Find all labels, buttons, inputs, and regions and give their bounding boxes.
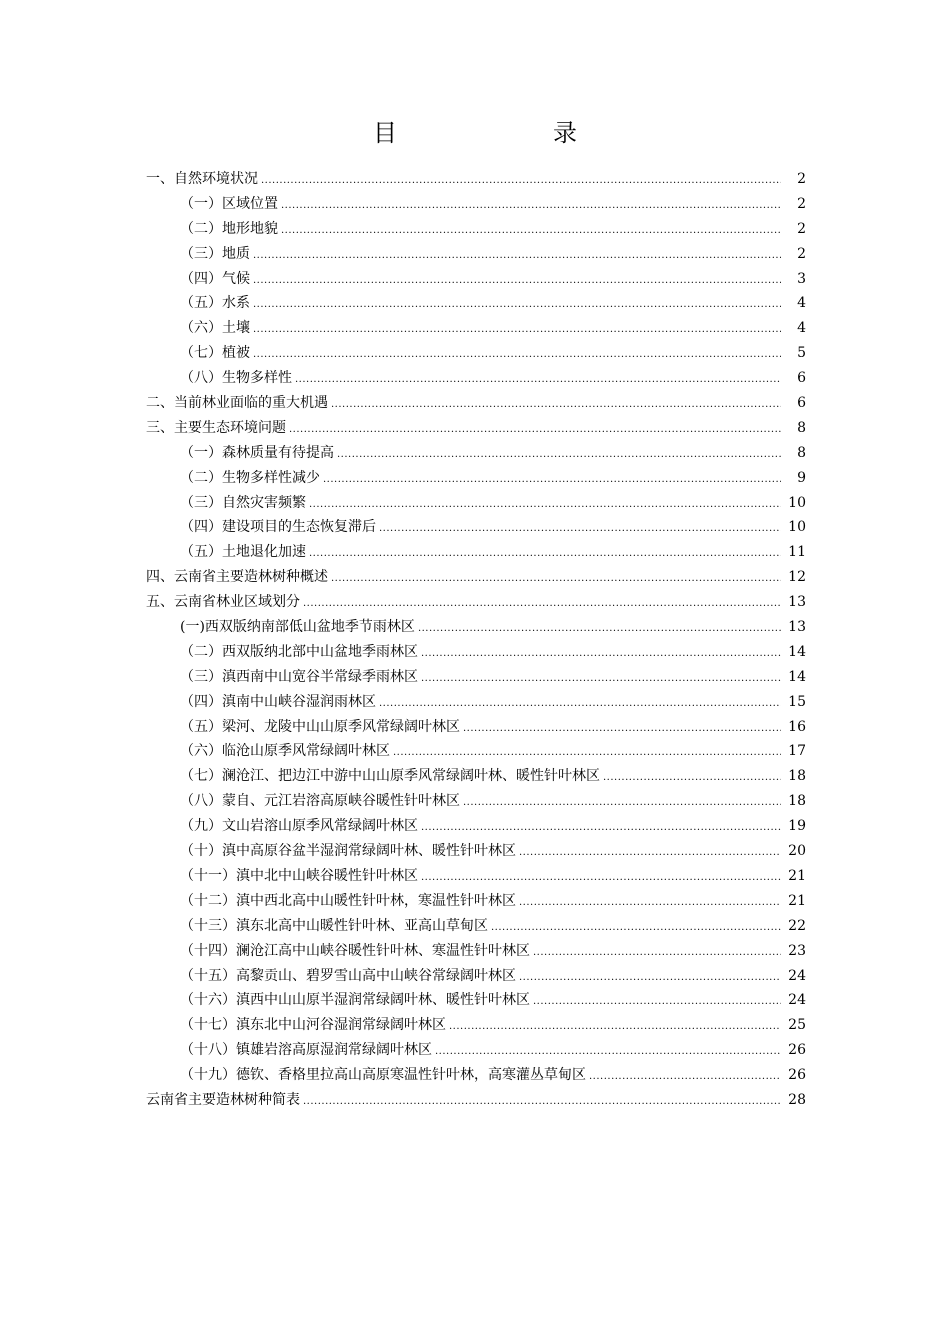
toc-entry-title: 四、云南省主要造林树种概述 (146, 569, 328, 586)
dot-leader (331, 567, 781, 592)
dot-leader (309, 542, 781, 567)
toc-entry-title: （五）水系 (180, 295, 250, 312)
dot-leader (253, 269, 781, 294)
toc-entry[interactable] (146, 242, 806, 267)
toc-entry-page-number: 15 (788, 693, 806, 710)
toc-entry[interactable] (146, 540, 806, 565)
dot-leader (337, 443, 781, 468)
dot-leader (295, 368, 781, 393)
dot-leader (533, 941, 781, 966)
toc-entry-page-number: 19 (788, 818, 806, 835)
toc-entry[interactable] (146, 565, 806, 590)
toc-entry-title: （八）生物多样性 (180, 370, 292, 387)
toc-entry-page-number: 2 (797, 195, 806, 212)
dot-leader (393, 741, 781, 766)
toc-entry-page-number: 18 (788, 793, 806, 810)
dot-leader (253, 293, 781, 318)
toc-entry[interactable] (146, 715, 806, 740)
toc-entry-page-number: 2 (797, 245, 806, 262)
toc-entry-page-number: 11 (788, 544, 806, 561)
dot-leader (261, 169, 781, 194)
toc-entry-page-number: 9 (797, 469, 806, 486)
dot-leader (435, 1040, 781, 1065)
dot-leader (289, 418, 781, 443)
toc-entry[interactable] (146, 491, 806, 516)
toc-entry[interactable] (146, 939, 806, 964)
toc-entry-title: （二）地形地貌 (180, 220, 278, 237)
toc-entry-page-number: 20 (788, 843, 806, 860)
toc-entry-page-number: 18 (788, 768, 806, 785)
toc-entry-title: 三、主要生态环境问题 (146, 419, 286, 436)
toc-entry[interactable] (146, 988, 806, 1013)
toc-entry[interactable] (146, 1063, 806, 1088)
dot-leader (421, 816, 781, 841)
toc-entry-title: （十五）高黎贡山、碧罗雪山高中山峡谷常绿阔叶林区 (180, 967, 516, 984)
toc-entry-title: （二）生物多样性减少 (180, 469, 320, 486)
toc-entry-page-number: 3 (797, 270, 806, 287)
toc-entry[interactable] (146, 739, 806, 764)
toc-entry-title: （六）土壤 (180, 320, 250, 337)
toc-entry-title: （一）森林质量有待提高 (180, 444, 334, 461)
toc-entry-title: 五、云南省林业区域划分 (146, 594, 300, 611)
toc-entry-page-number: 26 (788, 1042, 806, 1059)
dot-leader (418, 617, 781, 642)
toc-entry-title: （七）植被 (180, 345, 250, 362)
toc-entry-title: （二）西双版纳北部中山盆地季雨林区 (180, 643, 418, 660)
toc-entry-title: 一、自然环境状况 (146, 171, 258, 187)
dot-leader (421, 866, 781, 891)
toc-entry-page-number: 16 (788, 718, 806, 735)
toc-entry[interactable] (146, 217, 806, 242)
toc-entry-page-number: 28 (788, 1091, 806, 1108)
toc-entry[interactable] (146, 590, 806, 615)
toc-entry[interactable] (146, 864, 806, 889)
dot-leader (303, 1090, 781, 1115)
toc-entry[interactable] (146, 764, 806, 789)
dot-leader (379, 692, 781, 717)
toc-entry[interactable] (146, 316, 806, 341)
toc-entry-page-number: 25 (788, 1017, 806, 1034)
toc-entry-title: （十七）滇东北中山河谷湿润常绿阔叶林区 (180, 1017, 446, 1034)
toc-entry[interactable] (146, 267, 806, 292)
dot-leader (281, 219, 781, 244)
toc-entry-page-number: 26 (788, 1067, 806, 1084)
toc-entry[interactable] (146, 1013, 806, 1038)
toc-entry[interactable] (146, 665, 806, 690)
dot-leader (519, 891, 781, 916)
dot-leader (331, 393, 781, 418)
toc-entry-title: （三）滇西南中山宽谷半常绿季雨林区 (180, 668, 418, 685)
toc-entry-title: (一)西双版纳南部低山盆地季节雨林区 (180, 619, 415, 636)
toc-entry-title: （三）地质 (180, 245, 250, 262)
toc-entry[interactable] (146, 814, 806, 839)
toc-entry-title: （十八）镇雄岩溶高原湿润常绿阔叶林区 (180, 1042, 432, 1059)
dot-leader (379, 517, 781, 542)
dot-leader (463, 791, 781, 816)
toc-entry[interactable] (146, 914, 806, 939)
toc-entry-page-number: 10 (788, 519, 806, 536)
toc-entry[interactable] (146, 341, 806, 366)
dot-leader (533, 990, 781, 1015)
toc-entry[interactable] (146, 291, 806, 316)
dot-leader (421, 642, 781, 667)
toc-entry-page-number: 10 (788, 494, 806, 511)
toc-entry-title: （十四）澜沧江高中山峡谷暖性针叶林、寒温性针叶林区 (180, 942, 530, 959)
dot-leader (449, 1015, 781, 1040)
dot-leader (253, 343, 781, 368)
toc-entry-page-number: 8 (797, 419, 806, 436)
toc-entry-title: 二、当前林业面临的重大机遇 (146, 395, 328, 412)
toc-entry-page-number: 4 (797, 295, 806, 312)
toc-entry[interactable] (146, 167, 806, 192)
dot-leader (589, 1065, 781, 1090)
toc-entry-page-number: 12 (788, 569, 806, 586)
toc-entry-page-number: 21 (788, 867, 806, 884)
toc-entry-title: （十九）德钦、香格里拉高山高原寒温性针叶林，高寒灌丛草甸区 (180, 1067, 586, 1084)
dot-leader (253, 244, 781, 269)
toc-entry-page-number: 5 (797, 345, 806, 362)
toc-entry[interactable] (146, 416, 806, 441)
toc-entry-title: （十六）滇西中山山原半湿润常绿阔叶林、暖性针叶林区 (180, 992, 530, 1009)
dot-leader (309, 493, 781, 518)
table-of-contents (146, 167, 806, 1113)
toc-entry[interactable] (146, 640, 806, 665)
toc-entry[interactable] (146, 391, 806, 416)
toc-entry[interactable] (146, 839, 806, 864)
toc-entry[interactable] (146, 466, 806, 491)
toc-entry-title: （四）气候 (180, 270, 250, 287)
toc-entry-title: （十）滇中高原谷盆半湿润常绿阔叶林、暖性针叶林区 (180, 843, 516, 860)
toc-entry-title: （七）澜沧江、把边江中游中山山原季风常绿阔叶林、暖性针叶林区 (180, 768, 600, 785)
toc-entry[interactable] (146, 1038, 806, 1063)
toc-entry-page-number: 22 (788, 917, 806, 934)
toc-entry[interactable] (146, 515, 806, 540)
toc-entry[interactable] (146, 366, 806, 391)
dot-leader (253, 318, 781, 343)
toc-entry-title: （四）建设项目的生态恢复滞后 (180, 519, 376, 536)
toc-entry-page-number: 23 (788, 942, 806, 959)
toc-entry-title: （十二）滇中西北高中山暖性针叶林，寒温性针叶林区 (180, 892, 516, 909)
toc-entry-title: （四）滇南中山峡谷湿润雨林区 (180, 693, 376, 710)
dot-leader (491, 916, 781, 941)
toc-entry[interactable] (146, 441, 806, 466)
dot-leader (421, 667, 781, 692)
toc-entry-title: （八）蒙自、元江岩溶高原峡谷暖性针叶林区 (180, 793, 460, 810)
toc-entry-page-number: 21 (788, 892, 806, 909)
toc-entry-page-number: 8 (797, 444, 806, 461)
dot-leader (519, 841, 781, 866)
toc-entry-title: （九）文山岩溶山原季风常绿阔叶林区 (180, 818, 418, 835)
toc-entry-page-number: 14 (788, 668, 806, 685)
toc-entry[interactable] (146, 889, 806, 914)
toc-entry-title: （六）临沧山原季风常绿阔叶林区 (180, 743, 390, 760)
toc-entry-page-number: 13 (788, 619, 806, 636)
toc-entry-title: （十三）滇东北高中山暖性针叶林、亚高山草甸区 (180, 917, 488, 934)
toc-entry-page-number: 6 (797, 370, 806, 387)
dot-leader (603, 766, 781, 791)
toc-entry[interactable] (146, 1088, 806, 1113)
toc-entry-page-number: 2 (797, 171, 806, 187)
dot-leader (519, 966, 781, 991)
dot-leader (303, 592, 781, 617)
toc-entry-title: （五）梁河、龙陵中山山原季风常绿阔叶林区 (180, 718, 460, 735)
page-title: 目 录 (373, 119, 613, 147)
toc-entry-title: 云南省主要造林树种简表 (146, 1091, 300, 1108)
toc-entry[interactable] (146, 964, 806, 989)
toc-entry-title: （五）土地退化加速 (180, 544, 306, 561)
toc-entry-page-number: 14 (788, 643, 806, 660)
toc-entry[interactable] (146, 690, 806, 715)
toc-entry-title: （十一）滇中北中山峡谷暖性针叶林区 (180, 867, 418, 884)
dot-leader (463, 717, 781, 742)
toc-entry-page-number: 4 (797, 320, 806, 337)
dot-leader (281, 194, 781, 219)
toc-entry-page-number: 6 (797, 395, 806, 412)
toc-entry-page-number: 24 (788, 992, 806, 1009)
toc-entry-page-number: 24 (788, 967, 806, 984)
toc-entry[interactable] (146, 615, 806, 640)
toc-entry[interactable] (146, 789, 806, 814)
toc-entry-title: （三）自然灾害频繁 (180, 494, 306, 511)
toc-entry[interactable] (146, 192, 806, 217)
toc-entry-title: （一）区域位置 (180, 195, 278, 212)
toc-entry-page-number: 2 (797, 220, 806, 237)
toc-entry-page-number: 17 (788, 743, 806, 760)
dot-leader (323, 468, 781, 493)
toc-entry-page-number: 13 (788, 594, 806, 611)
